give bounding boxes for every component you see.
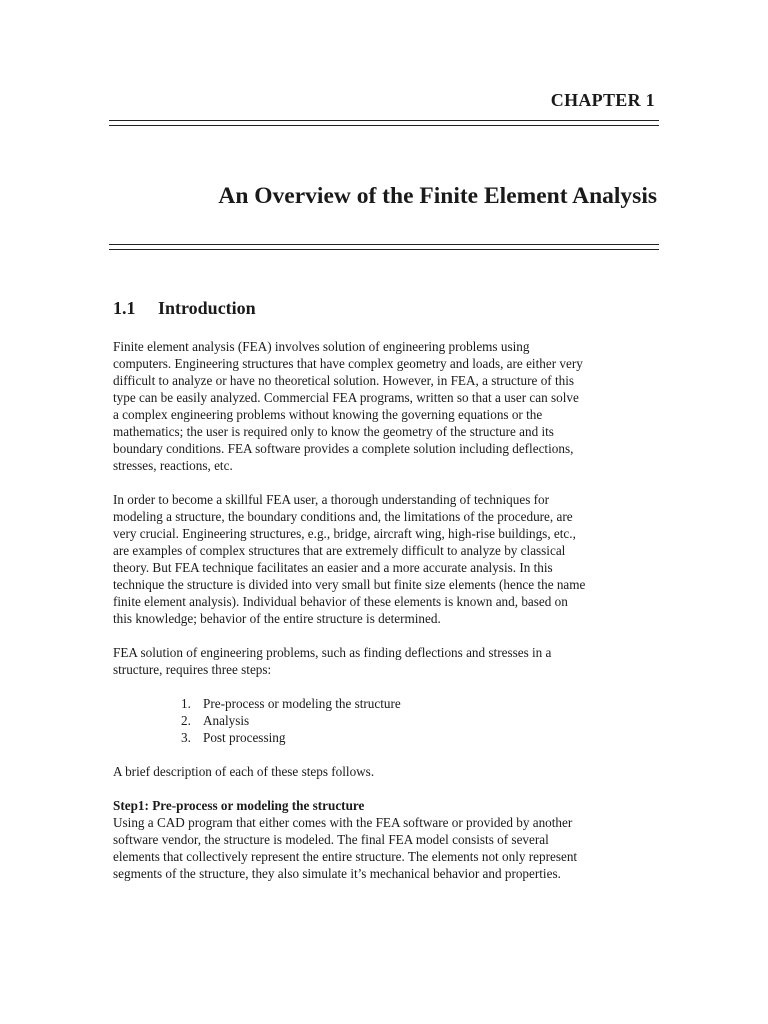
text-line: Finite element analysis (FEA) involves solution of engineering problems using (113, 339, 530, 354)
paragraph-step1 (113, 797, 659, 882)
list-item (181, 695, 659, 712)
list-text: Analysis (203, 713, 250, 728)
text-line: In order to become a skillful FEA user, a thorough understanding of techniques for (113, 492, 550, 507)
text-line: software vendor, the structure is modeled. The final FEA model consists of several (113, 832, 549, 847)
section-heading (113, 298, 256, 319)
section-number: 1.1 (113, 298, 136, 318)
paragraph-skills (113, 491, 659, 627)
text-line: difficult to analyze or have no theoretical solution. However, in FEA, a structure of this (113, 373, 575, 388)
list-item (181, 712, 659, 729)
step1-heading: Step1: Pre-process or modeling the structure (113, 798, 365, 813)
text-line: FEA solution of engineering problems, such as finding deflections and stresses in a (113, 645, 552, 660)
text-line: very crucial. Engineering structures, e.g., bridge, aircraft wing, high-rise buildings, etc., (113, 526, 576, 541)
list-item (181, 729, 659, 746)
chapter-label: CHAPTER 1 (550, 90, 655, 110)
steps-list (113, 695, 659, 746)
paragraph-brief (113, 763, 659, 780)
text-line: technique the structure is divided into very small but finite size elements (hence the name (113, 577, 586, 592)
text-line: computers. Engineering structures that have complex geometry and loads, are either very (113, 356, 583, 371)
text-line: modeling a structure, the boundary conditions and, the limitations of the procedure, are (113, 509, 573, 524)
text-line: structure, requires three steps: (113, 662, 272, 677)
paragraph-intro (113, 338, 659, 474)
top-double-rule (109, 120, 659, 126)
text-line: Using a CAD program that either comes with the FEA software or provided by another (113, 815, 573, 830)
text-line: boundary conditions. FEA software provides a complete solution including deflections, (113, 441, 574, 456)
section-title: Introduction (158, 298, 256, 318)
text-line: are examples of complex structures that are extremely difficult to analyze by classical (113, 543, 566, 558)
list-text: Pre-process or modeling the structure (203, 696, 401, 711)
text-line: this knowledge; behavior of the entire structure is determined. (113, 611, 441, 626)
text-line: A brief description of each of these steps follows. (113, 764, 375, 779)
text-line: theory. But FEA technique facilitates an easier and a more accurate analysis. In this (113, 560, 553, 575)
list-number: 3. (181, 730, 191, 745)
body-text (113, 338, 659, 882)
list-number: 1. (181, 696, 191, 711)
list-text: Post processing (203, 730, 286, 745)
text-line: a complex engineering problems without knowing the governing equations or the (113, 407, 543, 422)
chapter-title: An Overview of the Finite Element Analysis (218, 183, 657, 209)
paragraph-steps-intro (113, 644, 659, 678)
text-line: segments of the structure, they also simulate it’s mechanical behavior and properties. (113, 866, 561, 881)
text-line: finite element analysis). Individual behavior of these elements is known and, based on (113, 594, 568, 609)
bottom-double-rule (109, 244, 659, 250)
list-number: 2. (181, 713, 191, 728)
text-line: mathematics; the user is required only to know the geometry of the structure and its (113, 424, 554, 439)
text-line: stresses, reactions, etc. (113, 458, 233, 473)
text-line: elements that collectively represent the entire structure. The elements not only represent (113, 849, 578, 864)
text-line: type can be easily analyzed. Commercial FEA programs, written so that a user can solve (113, 390, 579, 405)
